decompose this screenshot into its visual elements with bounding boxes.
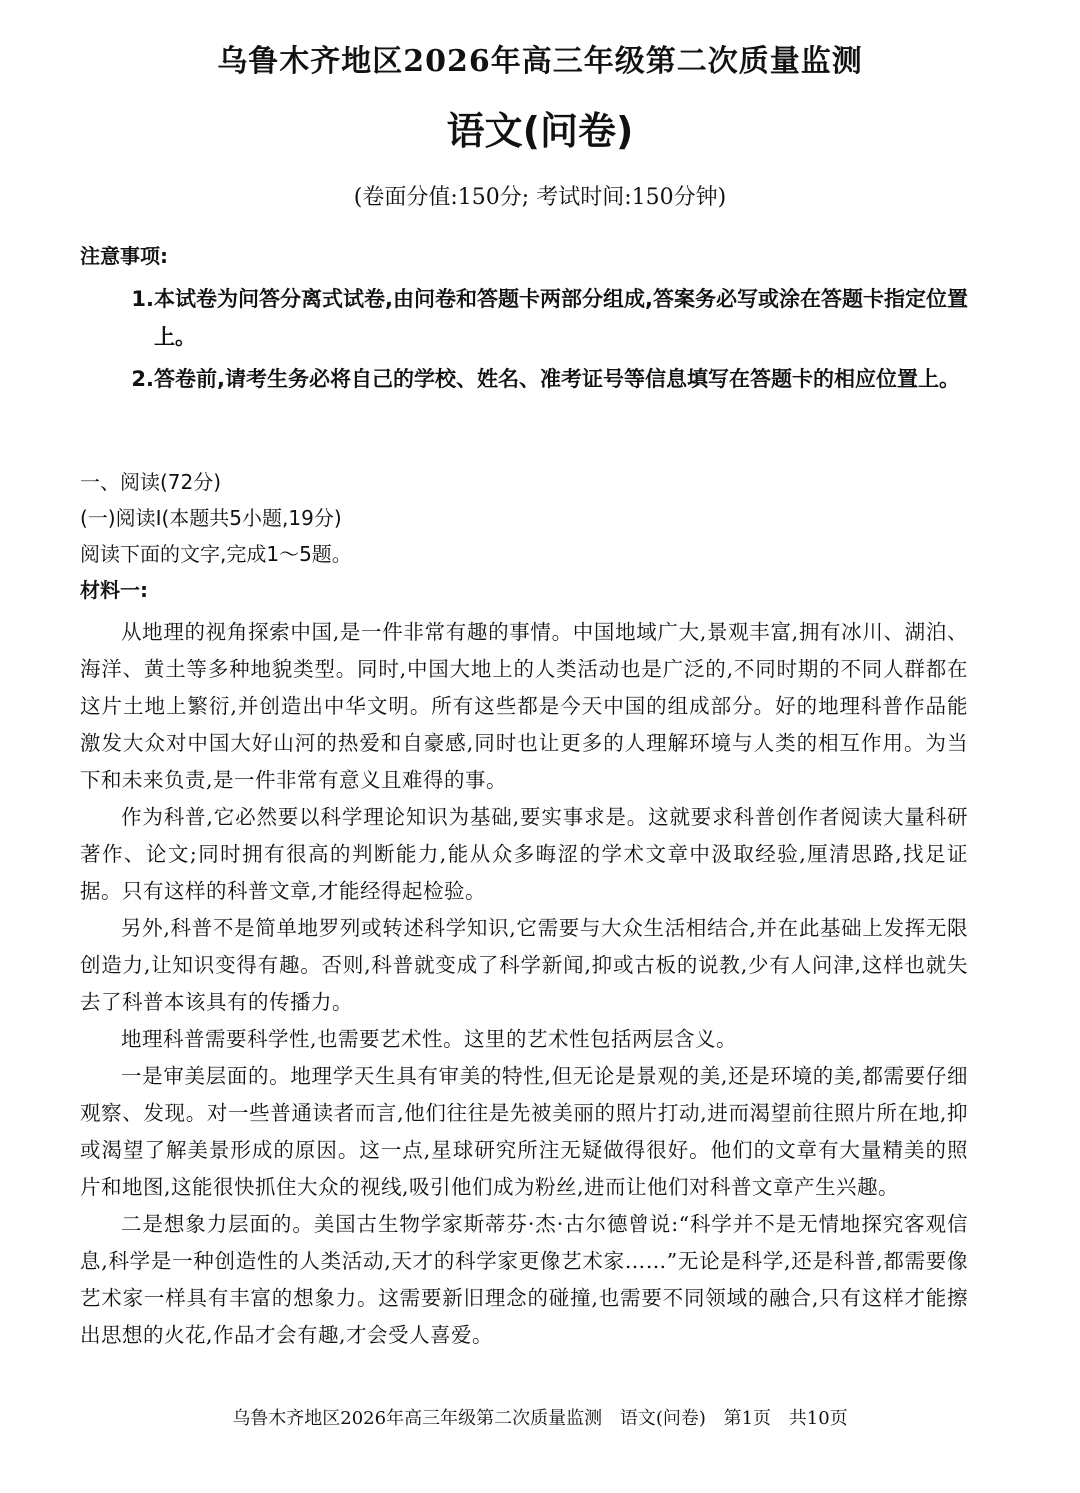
footer-page-number: 第1页	[723, 1408, 772, 1429]
notice-item	[80, 280, 980, 356]
notice-item-number: 1.	[131, 287, 154, 311]
passage-paragraph: 一是审美层面的。地理学天生具有审美的特性,但无论是景观的美,还是环境的美,都需要仔细观察、发现。对一些普通读者而言,他们往往是先被美丽的照片打动,进而渴望前往照片所在地,抑或渴望了解美景形成的原因。这一点,星球研究所注无疑做得很好。他们的文章有大量精美的照片和地图,这能很快抓住大众的视线,吸引他们成为粉丝,进而让他们对科普文章产生兴趣。	[80, 1064, 968, 1199]
page-footer	[0, 1404, 1080, 1434]
notice-item-number: 2.	[131, 367, 154, 391]
notice-item	[80, 360, 980, 398]
section-header	[80, 464, 980, 608]
passage-paragraph: 另外,科普不是简单地罗列或转述科学知识,它需要与大众生活相结合,并在此基础上发挥无限创造力,让知识变得有趣。否则,科普就变成了科学新闻,抑或古板的说教,少有人问津,这样也就失去了科普本该具有的传播力。	[80, 916, 968, 1014]
passage-paragraph: 从地理的视角探索中国,是一件非常有趣的事情。中国地域广大,景观丰富,拥有冰川、湖泊、海洋、黄土等多种地貌类型。同时,中国大地上的人类活动也是广泛的,不同时期的不同人群都在这片土地上繁衍,并创造出中华文明。所有这些都是今天中国的组成部分。好的地理科普作品能激发大众对中国大好山河的热爱和自豪感,同时也让更多的人理解环境与人类的相互作用。为当下和未来负责,是一件非常有意义且难得的事。	[80, 620, 968, 792]
exam-title: 乌鲁木齐地区2026年高三年级第二次质量监测	[217, 44, 863, 79]
section-subpart: (一)阅读I(本题共5小题,19分)	[80, 506, 342, 530]
passage-paragraph: 地理科普需要科学性,也需要艺术性。这里的艺术性包括两层含义。	[121, 1027, 738, 1051]
footer-exam-name: 乌鲁木齐地区2026年高三年级第二次质量监测	[232, 1408, 603, 1429]
section-instruction: 阅读下面的文字,完成1～5题。	[80, 542, 352, 566]
notice-heading: 注意事项:	[80, 244, 168, 268]
material-label: 材料一:	[80, 578, 148, 602]
notice-block	[80, 238, 980, 402]
passage-body	[80, 614, 968, 1354]
footer-total-pages: 共10页	[788, 1408, 848, 1429]
section-part: 一、阅读(72分)	[80, 470, 222, 494]
notice-item-text: 答卷前,请考生务必将自己的学校、姓名、准考证号等信息填写在答题卡的相应位置上。	[154, 367, 960, 391]
notice-item-text: 本试卷为问答分离式试卷,由问卷和答题卡两部分组成,答案务必写或涂在答题卡指定位置上。	[154, 287, 968, 349]
exam-subtitle: 语文(问卷)	[446, 109, 634, 153]
passage-paragraph: 作为科普,它必然要以科学理论知识为基础,要实事求是。这就要求科普创作者阅读大量科研著作、论文;同时拥有很高的判断能力,能从众多晦涩的学术文章中汲取经验,厘清思路,找足证据。只有这样的科普文章,才能经得起检验。	[80, 805, 968, 903]
passage-paragraph: 二是想象力层面的。美国古生物学家斯蒂芬·杰·古尔德曾说:“科学并不是无情地探究客观信息,科学是一种创造性的人类活动,天才的科学家更像艺术家……”无论是科学,还是科普,都需要像艺术家一样具有丰富的想象力。这需要新旧理念的碰撞,也需要不同领域的融合,只有这样才能擦出思想的火花,作品才会有趣,才会受人喜爱。	[80, 1212, 968, 1347]
exam-meta: (卷面分值:150分; 考试时间:150分钟)	[353, 185, 727, 210]
footer-subject: 语文(问卷)	[619, 1408, 706, 1429]
